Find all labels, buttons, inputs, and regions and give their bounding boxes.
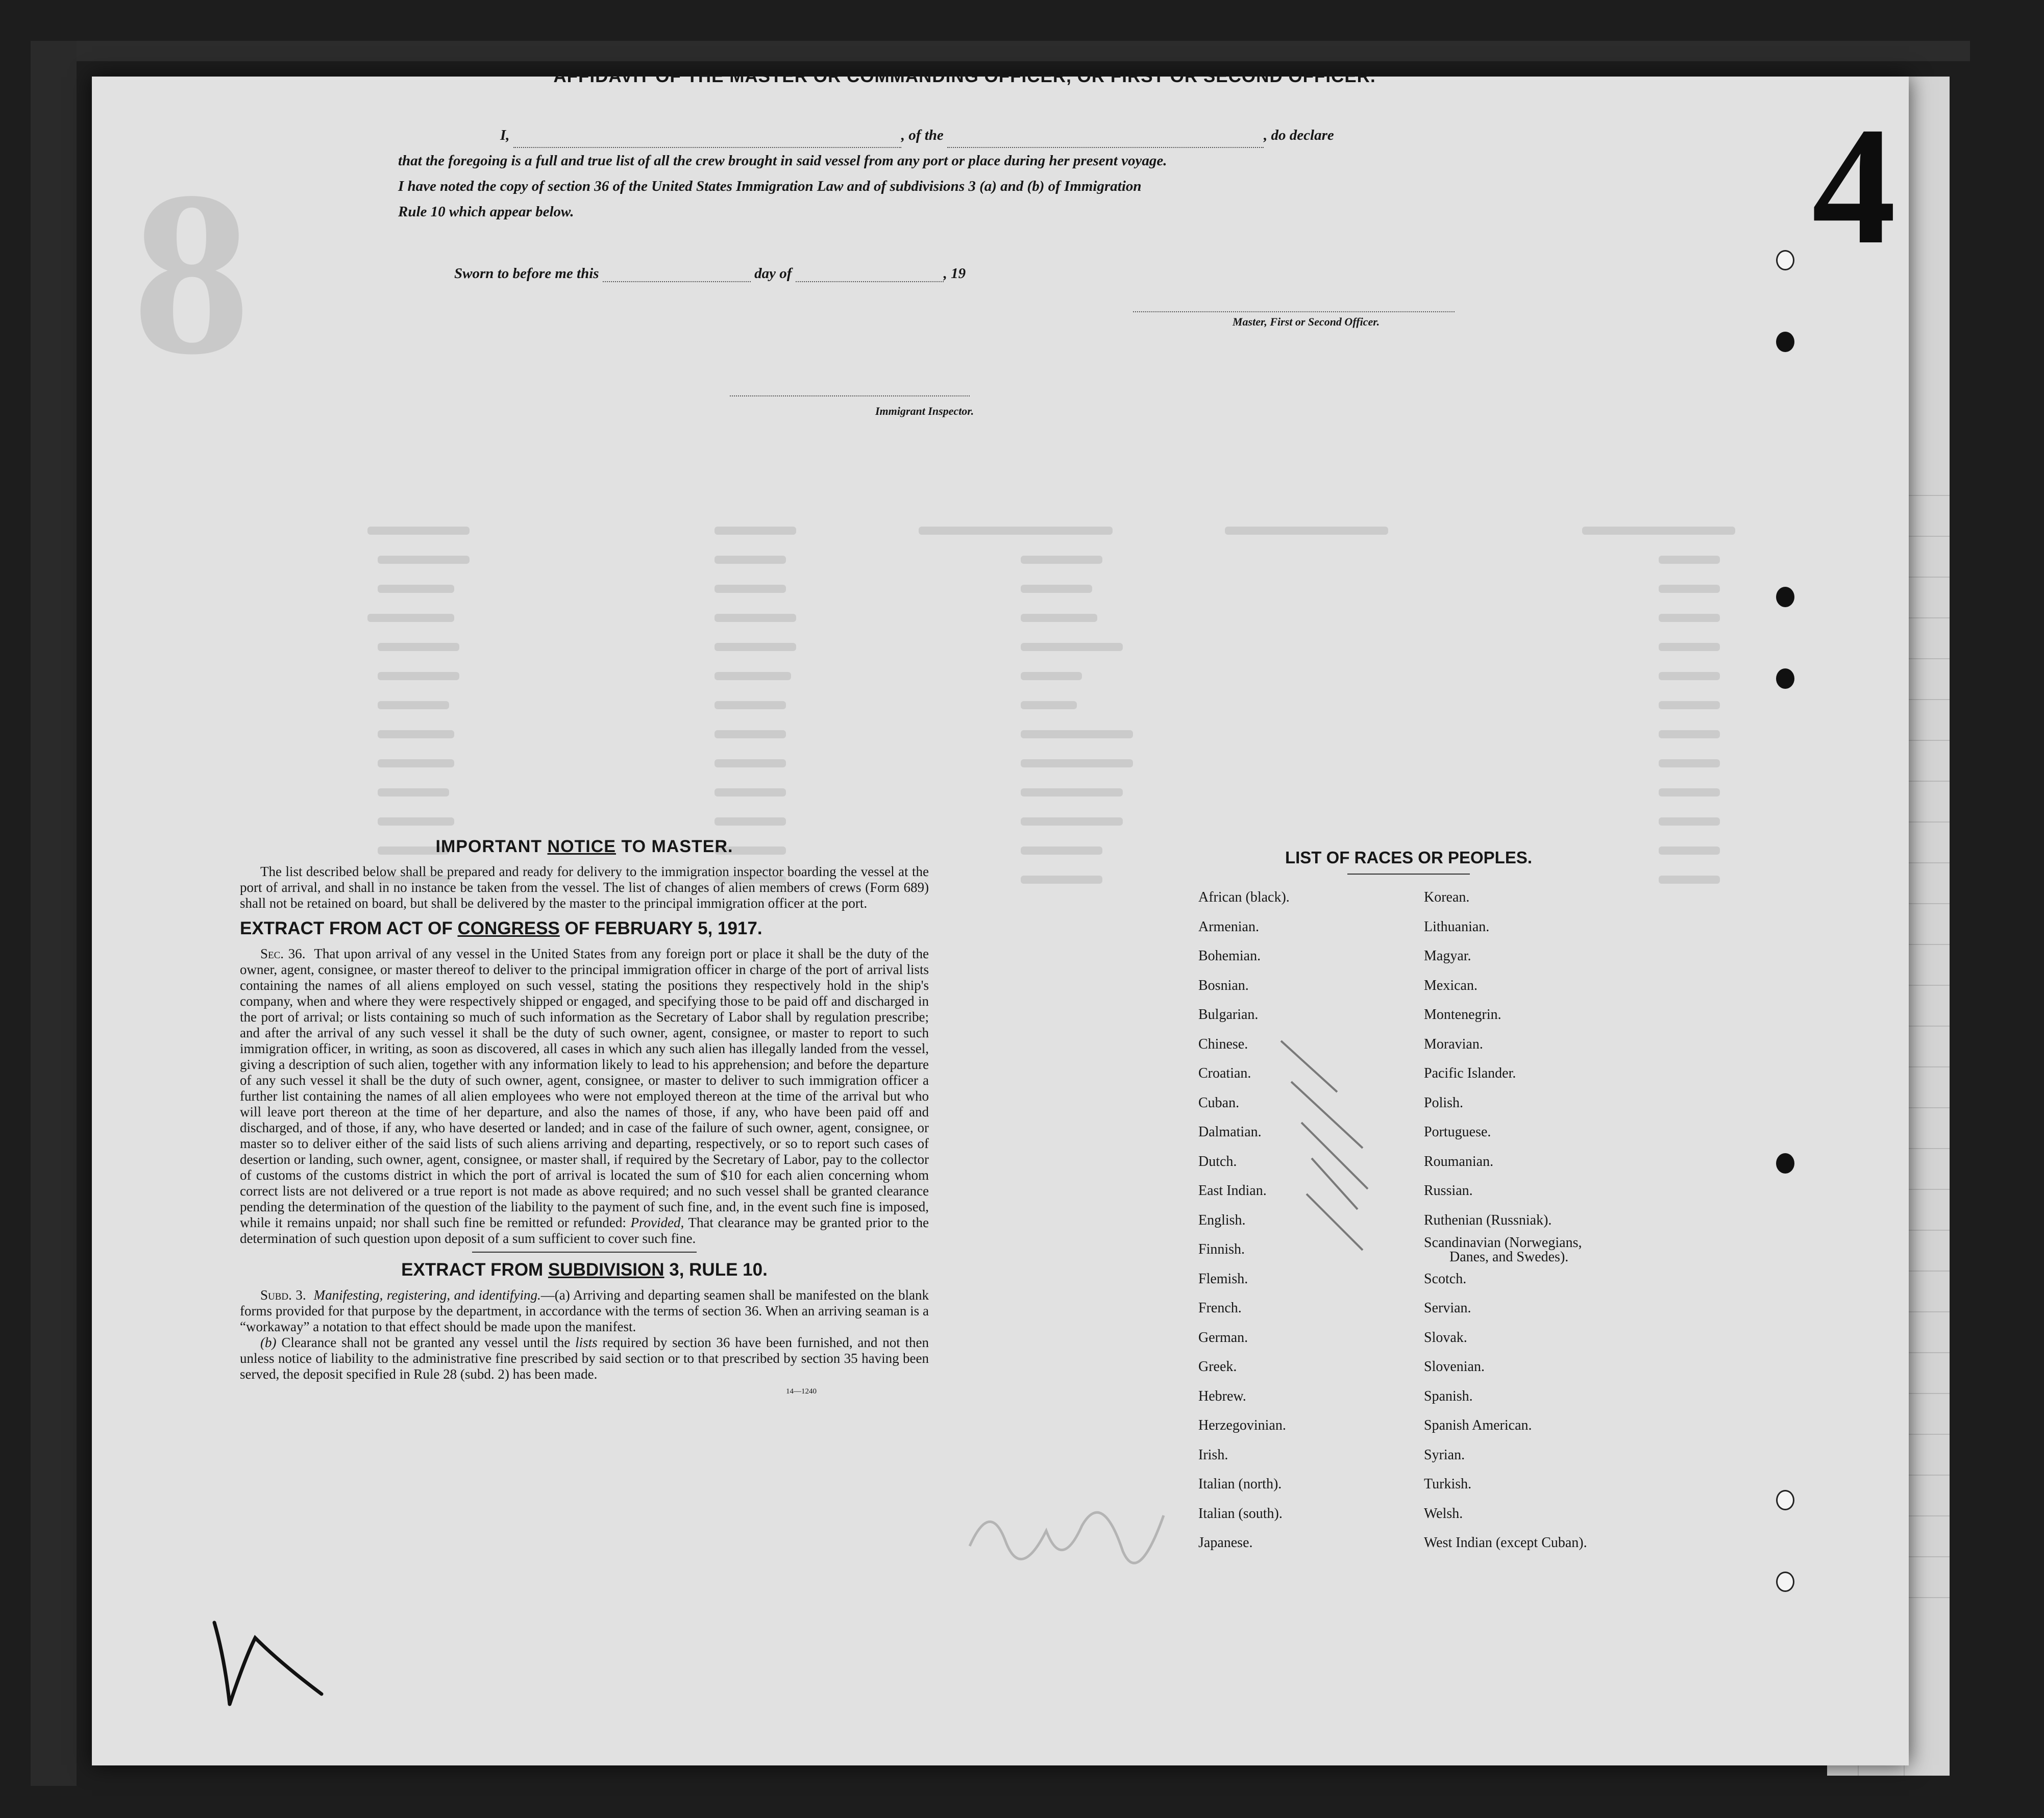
affidavit-line-1 bbox=[398, 122, 1449, 148]
race-item: Cuban. bbox=[1198, 1094, 1240, 1111]
binder-hole bbox=[1776, 1490, 1794, 1510]
race-item: Dutch. bbox=[1198, 1153, 1237, 1169]
sworn-date-field[interactable] bbox=[603, 267, 751, 282]
binder-hole bbox=[1776, 332, 1794, 352]
race-item: Korean. bbox=[1424, 889, 1470, 905]
race-item: Scotch. bbox=[1424, 1271, 1467, 1287]
race-item: Turkish. bbox=[1424, 1476, 1472, 1492]
affidavit-line-3: I have noted the copy of section 36 of the United States Immigration Law and of subdivisions 3 (a) and (b) of Immigration bbox=[398, 178, 1142, 194]
race-item: Hebrew. bbox=[1198, 1388, 1246, 1404]
race-item: Pacific Islander. bbox=[1424, 1065, 1516, 1081]
bleed-through-numeral: 8 bbox=[133, 143, 250, 403]
race-item: Armenian. bbox=[1198, 918, 1259, 935]
notice-column bbox=[240, 837, 929, 1396]
affidavit-line-4: Rule 10 which appear below. bbox=[398, 204, 574, 220]
race-item: Finnish. bbox=[1198, 1241, 1245, 1257]
master-signature-line[interactable] bbox=[1133, 311, 1455, 312]
race-item: Croatian. bbox=[1198, 1065, 1251, 1081]
binder-edge-left bbox=[31, 41, 77, 1786]
race-item: Servian. bbox=[1424, 1300, 1471, 1316]
handwritten-mark bbox=[204, 1602, 347, 1725]
race-item: German. bbox=[1198, 1329, 1248, 1346]
race-item: Ruthenian (Russniak). bbox=[1424, 1212, 1552, 1228]
affidavit-title: AFFIDAVIT OF THE MASTER OR COMMANDING OFFICER, OR FIRST OR SECOND OFFICER. bbox=[553, 66, 1376, 86]
race-item: Moravian. bbox=[1424, 1036, 1483, 1052]
affidavit-of-the: , of the bbox=[901, 127, 944, 143]
race-item: Syrian. bbox=[1424, 1447, 1465, 1463]
affidavit-i: I, bbox=[500, 127, 510, 143]
sworn-year: , 19 bbox=[943, 265, 966, 282]
notice-title: IMPORTANT NOTICE TO MASTER. bbox=[435, 837, 733, 856]
race-item: Bosnian. bbox=[1198, 977, 1249, 993]
sworn-line bbox=[454, 265, 966, 282]
vessel-name-field[interactable] bbox=[947, 131, 1264, 148]
race-item: Slovak. bbox=[1424, 1329, 1467, 1346]
sheet-number: 4 bbox=[1812, 93, 1896, 279]
race-item: Irish. bbox=[1198, 1447, 1228, 1463]
race-item: Montenegrin. bbox=[1424, 1007, 1501, 1023]
race-item: East Indian. bbox=[1198, 1183, 1267, 1199]
inspector-signature-line[interactable] bbox=[730, 395, 970, 396]
name-field[interactable] bbox=[513, 131, 901, 148]
race-item: Herzegovinian. bbox=[1198, 1417, 1286, 1433]
binder-hole bbox=[1776, 250, 1794, 270]
affidavit-line-2: that the foregoing is a full and true list of all the crew brought in said vessel from any port or place during her present voyage. bbox=[398, 153, 1167, 169]
race-item: West Indian (except Cuban). bbox=[1424, 1535, 1587, 1551]
race-item: Greek. bbox=[1198, 1359, 1237, 1375]
race-item: Spanish. bbox=[1424, 1388, 1473, 1404]
race-item: Japanese. bbox=[1198, 1535, 1253, 1551]
race-item: Bohemian. bbox=[1198, 948, 1261, 964]
race-item: Dalmatian. bbox=[1198, 1124, 1262, 1140]
race-item: Chinese. bbox=[1198, 1036, 1248, 1052]
section-label: Sec. 36. bbox=[260, 946, 306, 961]
binder-hole bbox=[1776, 587, 1794, 607]
race-item: Scandinavian (Norwegians, Danes, and Swedes). bbox=[1424, 1235, 1582, 1265]
inspector-caption: Immigrant Inspector. bbox=[875, 405, 974, 417]
affidavit-body bbox=[398, 122, 1449, 225]
form-code: 14—1240 bbox=[786, 1387, 817, 1396]
race-item: Portuguese. bbox=[1424, 1124, 1491, 1140]
affidavit-declare: , do declare bbox=[1264, 127, 1334, 143]
binder-hole bbox=[1776, 668, 1794, 689]
race-item: Welsh. bbox=[1424, 1505, 1463, 1522]
section-36-text: Sec. 36. That upon arrival of any vessel in the United States from any foreign port or place it shall be the duty of the owner, agent, consignee, or master thereof to deliver to the principal immigration officer in charge of the port of arrival lists containing the names of all aliens employed on such vessel, stating the positions they respectively hold in the ship's company, when and where they were respectively shipped or engaged, and specifying those to be paid off and discharged in the port of arrival; or lists containing so much of such information as the Secretary of Labor shall by regulation prescribe; and after the arrival of any such vessel it shall be the duty of such owner, agent, consignee, or master to report to such immigration officer, in writing, as soon as discovered, all cases in which any such alien has illegally landed from the vessel, giving a description of such alien, together with any information likely to lead to his apprehension; and before the departure of any such vessel it shall be the duty of such owner, agent, consignee, or master to deliver to such immigration officer a further list containing the names of all alien employees who were not employed thereon at the time of the arrival but who will leave port thereon at the time of her departure, and also the names of those, if any, who have been paid off and discharged, and of those, if any, who have deserted or landed; and in case of the failure of such owner, agent, consignee, or master so to deliver either of the said lists of such aliens arriving and departing, respectively, or so to report such cases of desertion or landing, such owner, agent, consignee, or master shall, if required by the Secretary of Labor, pay to the collector of customs of the customs district in which the port of arrival is located the sum of $10 for each alien concerning whom correct lists are not delivered or a true report is not made as above required; and no such vessel shall be granted clearance pending the determination of the question of the liability to the payment of such fine, and, in the event such fine is imposed, while it remains unpaid; nor shall such fine be remitted or refunded: Provided, That clearance may be granted prior to the determination of such question upon deposit of a sum sufficient to cover such fine. bbox=[240, 946, 929, 1246]
extract-act-title: EXTRACT FROM ACT OF CONGRESS OF FEBRUARY 5, 1917. bbox=[240, 918, 762, 938]
race-item: Bulgarian. bbox=[1198, 1007, 1259, 1023]
divider bbox=[472, 1252, 697, 1253]
race-item: Mexican. bbox=[1424, 977, 1477, 993]
sworn-month-field[interactable] bbox=[796, 267, 944, 282]
race-item: Russian. bbox=[1424, 1183, 1473, 1199]
race-item: English. bbox=[1198, 1212, 1246, 1228]
binder-hole bbox=[1776, 1153, 1794, 1174]
sworn-day-of: day of bbox=[754, 265, 792, 282]
race-item: French. bbox=[1198, 1300, 1242, 1316]
race-item: Magyar. bbox=[1424, 948, 1471, 964]
race-item: Spanish American. bbox=[1424, 1417, 1532, 1433]
rule-10-text: Subd. 3. Manifesting, registering, and identifying.—(a) Arriving and departing seamen shall be manifested on the blank forms provided for that purpose by the department, in accordance with the terms of section 36. When an arriving seaman is a “workaway” a notation to that effect should be made upon the manifest. (b) Clearance shall not be granted any vessel until the lists required by section 36 have been furnished, and not then unless notice of liability to the administrative fine prescribed by said section or to that prescribed by section 35 having been served, the deposit specified in Rule 28 (subd. 2) has been made. bbox=[240, 1287, 929, 1382]
races-title: LIST OF RACES OR PEOPLES. bbox=[1285, 848, 1533, 867]
race-item: Slovenian. bbox=[1424, 1359, 1485, 1375]
notice-text: The list described below shall be prepared and ready for delivery to the immigration inspector boarding the vessel at the port of arrival, and shall in no instance be taken from the vessel. The list of changes of alien members of crews (Form 689) shall not be retained on board, but shall be delivered by the master to the principal immigration officer at the port. bbox=[240, 864, 929, 911]
race-item: Lithuanian. bbox=[1424, 918, 1490, 935]
binder-edge-top bbox=[31, 41, 1970, 61]
races-column-2 bbox=[1424, 883, 1587, 1558]
races-title-underline bbox=[1347, 874, 1470, 875]
bleed-through-heading bbox=[347, 158, 352, 180]
master-caption: Master, First or Second Officer. bbox=[1233, 315, 1380, 328]
extract-rule-title: EXTRACT FROM SUBDIVISION 3, RULE 10. bbox=[401, 1260, 768, 1280]
sworn-prefix: Sworn to before me this bbox=[454, 265, 599, 282]
race-item: Flemish. bbox=[1198, 1271, 1248, 1287]
race-item: Polish. bbox=[1424, 1094, 1464, 1111]
faint-signature bbox=[959, 1470, 1174, 1602]
race-item: Italian (south). bbox=[1198, 1505, 1283, 1522]
race-item: Roumanian. bbox=[1424, 1153, 1494, 1169]
handwritten-tick-marks bbox=[1261, 1020, 1393, 1327]
race-item: African (black). bbox=[1198, 889, 1290, 905]
race-item: Italian (north). bbox=[1198, 1476, 1282, 1492]
binder-hole bbox=[1776, 1572, 1794, 1592]
